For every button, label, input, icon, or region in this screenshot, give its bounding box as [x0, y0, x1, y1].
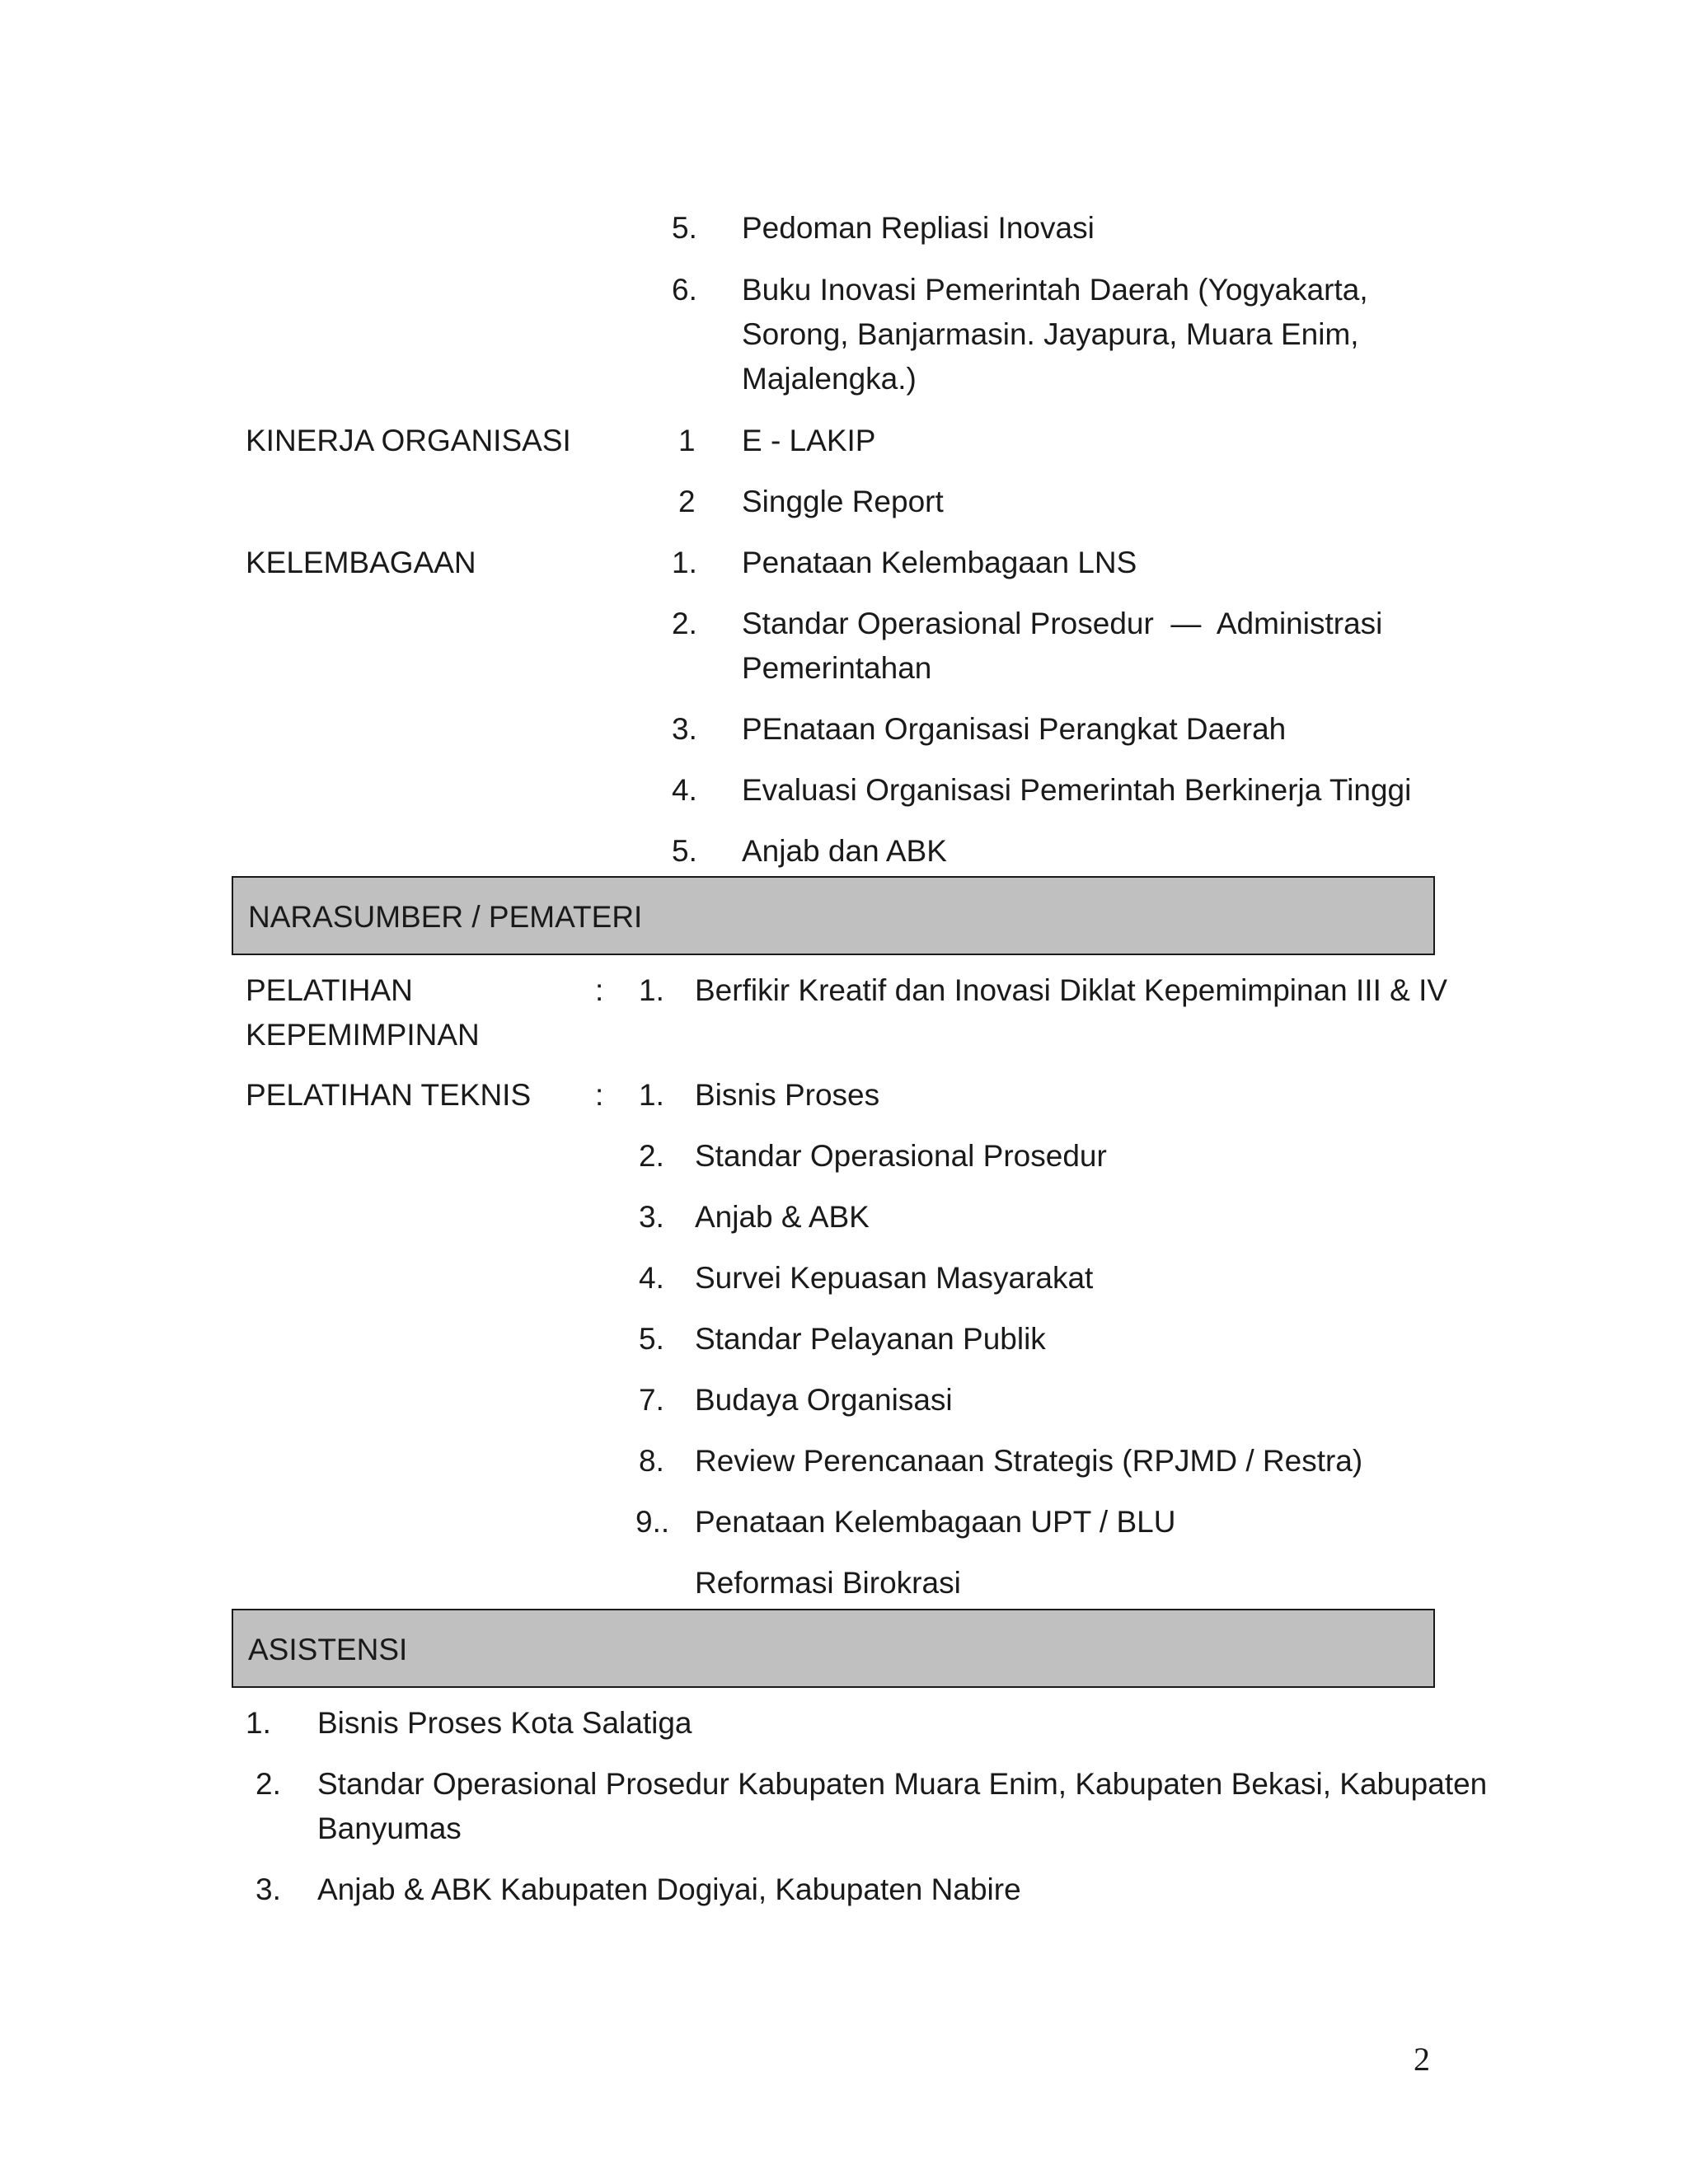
- list-item-text: Banyumas: [317, 1811, 462, 1845]
- list-number: 2.: [256, 1767, 281, 1801]
- list-item-text: Review Perencanaan Strategis (RPJMD / Restra): [695, 1444, 1363, 1478]
- list-item-text: Buku Inovasi Pemerintah Daerah (Yogyakarta,: [742, 273, 1368, 307]
- section-header-narasumber: [232, 876, 1435, 955]
- list-item-text: Majalengka.): [742, 362, 917, 396]
- section-heading: ASISTENSI: [248, 1633, 408, 1666]
- list-number: 3.: [672, 712, 697, 746]
- list-number: 1.: [672, 546, 697, 579]
- list-item-text: PEnataan Organisasi Perangkat Daerah: [742, 712, 1287, 746]
- list-number: 2.: [672, 607, 697, 640]
- list-item-text: Berfikir Kreatif dan Inovasi Diklat Kepemimpinan III & IV: [695, 973, 1448, 1007]
- list-number: 2: [678, 485, 696, 518]
- list-item-text: Standar Pelayanan Publik: [695, 1322, 1046, 1356]
- list-number: 2.: [639, 1139, 664, 1173]
- list-item-text: Evaluasi Organisasi Pemerintah Berkinerja Tinggi: [742, 773, 1412, 807]
- list-item-text: Bisnis Proses Kota Salatiga: [317, 1706, 692, 1740]
- list-item-text: Pemerintahan: [742, 651, 932, 685]
- section-heading: NARASUMBER / PEMATERI: [248, 900, 643, 934]
- list-item-text: Budaya Organisasi: [695, 1383, 953, 1417]
- list-item-text: Standar Operasional Prosedur: [695, 1139, 1107, 1173]
- list-number: 5.: [672, 211, 697, 245]
- list-item-text: Bisnis Proses: [695, 1078, 880, 1112]
- page-number: 2: [1414, 2041, 1430, 2078]
- section-label-kepemimpinan: PELATIHAN: [246, 973, 413, 1007]
- list-number: 3.: [639, 1200, 664, 1234]
- section-label-kepemimpinan: KEPEMIMPINAN: [246, 1018, 480, 1052]
- list-item-text: Reformasi Birokrasi: [695, 1566, 961, 1600]
- section-header-asistensi: [232, 1609, 1435, 1688]
- list-item-text: Penataan Kelembagaan UPT / BLU: [695, 1505, 1176, 1539]
- list-number: 4.: [639, 1261, 664, 1295]
- section-label-kelembagaan: KELEMBAGAAN: [246, 546, 476, 579]
- list-number: 5.: [639, 1322, 664, 1356]
- section-label-kinerja: KINERJA ORGANISASI: [246, 424, 571, 457]
- list-item-text: Standar Operasional Prosedur — Administrasi: [742, 607, 1383, 640]
- list-item-text: E - LAKIP: [742, 424, 876, 457]
- section-label-teknis: PELATIHAN TEKNIS: [246, 1078, 532, 1112]
- list-number: 1.: [639, 973, 664, 1007]
- list-item-text: Anjab & ABK Kabupaten Dogiyai, Kabupaten Nabire: [317, 1872, 1021, 1906]
- list-number: 9..: [635, 1505, 670, 1539]
- list-number: 5.: [672, 834, 697, 868]
- colon-separator: :: [595, 1078, 604, 1112]
- list-number: 6.: [672, 273, 697, 307]
- list-number: 7.: [639, 1383, 664, 1417]
- list-item-text: Singgle Report: [742, 485, 944, 518]
- list-number: 1.: [639, 1078, 664, 1112]
- list-item-text: Penataan Kelembagaan LNS: [742, 546, 1137, 579]
- list-item-text: Sorong, Banjarmasin. Jayapura, Muara Enim,: [742, 317, 1359, 351]
- colon-separator: :: [595, 973, 604, 1007]
- list-item-text: Survei Kepuasan Masyarakat: [695, 1261, 1094, 1295]
- list-number: 1: [678, 424, 696, 457]
- list-item-text: Pedoman Repliasi Inovasi: [742, 211, 1095, 245]
- list-number: 4.: [672, 773, 697, 807]
- list-number: 3.: [256, 1872, 281, 1906]
- list-number: 1.: [246, 1706, 271, 1740]
- list-item-text: Standar Operasional Prosedur Kabupaten Muara Enim, Kabupaten Bekasi, Kabupaten: [317, 1767, 1488, 1801]
- list-item-text: Anjab & ABK: [695, 1200, 870, 1234]
- list-item-text: Anjab dan ABK: [742, 834, 947, 868]
- list-number: 8.: [639, 1444, 664, 1478]
